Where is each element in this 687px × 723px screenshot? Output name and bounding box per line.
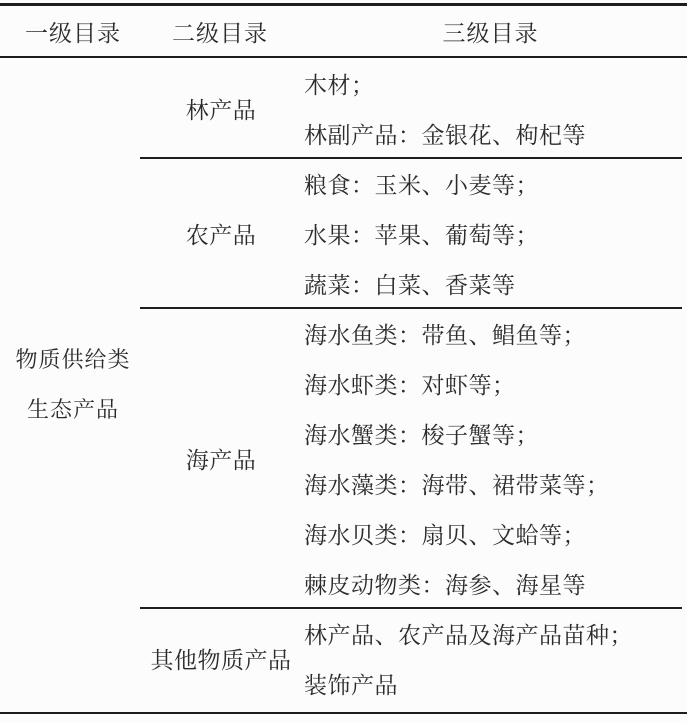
section-other-material-products: [0, 608, 687, 708]
level2-label: 农产品: [185, 222, 257, 248]
header-level2-catalog: 二级目录: [172, 20, 268, 46]
level3-item: 海水蟹类：梭子蟹等；: [304, 422, 539, 448]
level3-item: 木材；: [304, 72, 375, 98]
header-level1-catalog: 一级目录: [25, 20, 121, 46]
level2-label: 林产品: [185, 97, 257, 123]
level2-label: 海产品: [185, 447, 257, 473]
level2-label: 其他物质产品: [150, 647, 292, 673]
level3-item: 装饰产品: [304, 672, 398, 698]
header-level3-catalog: 三级目录: [442, 20, 539, 46]
level3-item: 海水鱼类：带鱼、鲳鱼等；: [304, 322, 586, 348]
level3-item: 海水贝类：扇贝、文蛤等；: [304, 522, 586, 548]
level3-item: 棘皮动物类：海参、海星等: [304, 572, 586, 598]
table-body: [0, 58, 687, 708]
level3-item: 水果：苹果、葡萄等；: [304, 222, 539, 248]
level3-items: [294, 158, 687, 308]
level3-item: 海水藻类：海带、裙带菜等；: [304, 472, 610, 498]
level3-item: 海水虾类：对虾等；: [304, 372, 516, 398]
level3-items: [294, 308, 687, 608]
level1-category-line2: 生态产品: [26, 396, 119, 422]
section-agricultural-products: [0, 158, 687, 308]
level3-items: [294, 58, 687, 158]
level3-item: 粮食：玉米、小麦等；: [304, 172, 539, 198]
section-forest-products: [0, 58, 687, 158]
table-header-row: [0, 6, 687, 56]
section-sea-products: [0, 308, 687, 608]
level3-item: 蔬菜：白菜、香菜等: [304, 272, 516, 298]
level3-item: 林产品、农产品及海产品苗种；: [304, 622, 633, 648]
level3-item: 林副产品：金银花、枸杞等: [304, 122, 586, 148]
bottom-rule: [0, 712, 687, 714]
level3-items: [294, 608, 687, 708]
level1-category-line1: 物质供给类: [15, 346, 131, 372]
